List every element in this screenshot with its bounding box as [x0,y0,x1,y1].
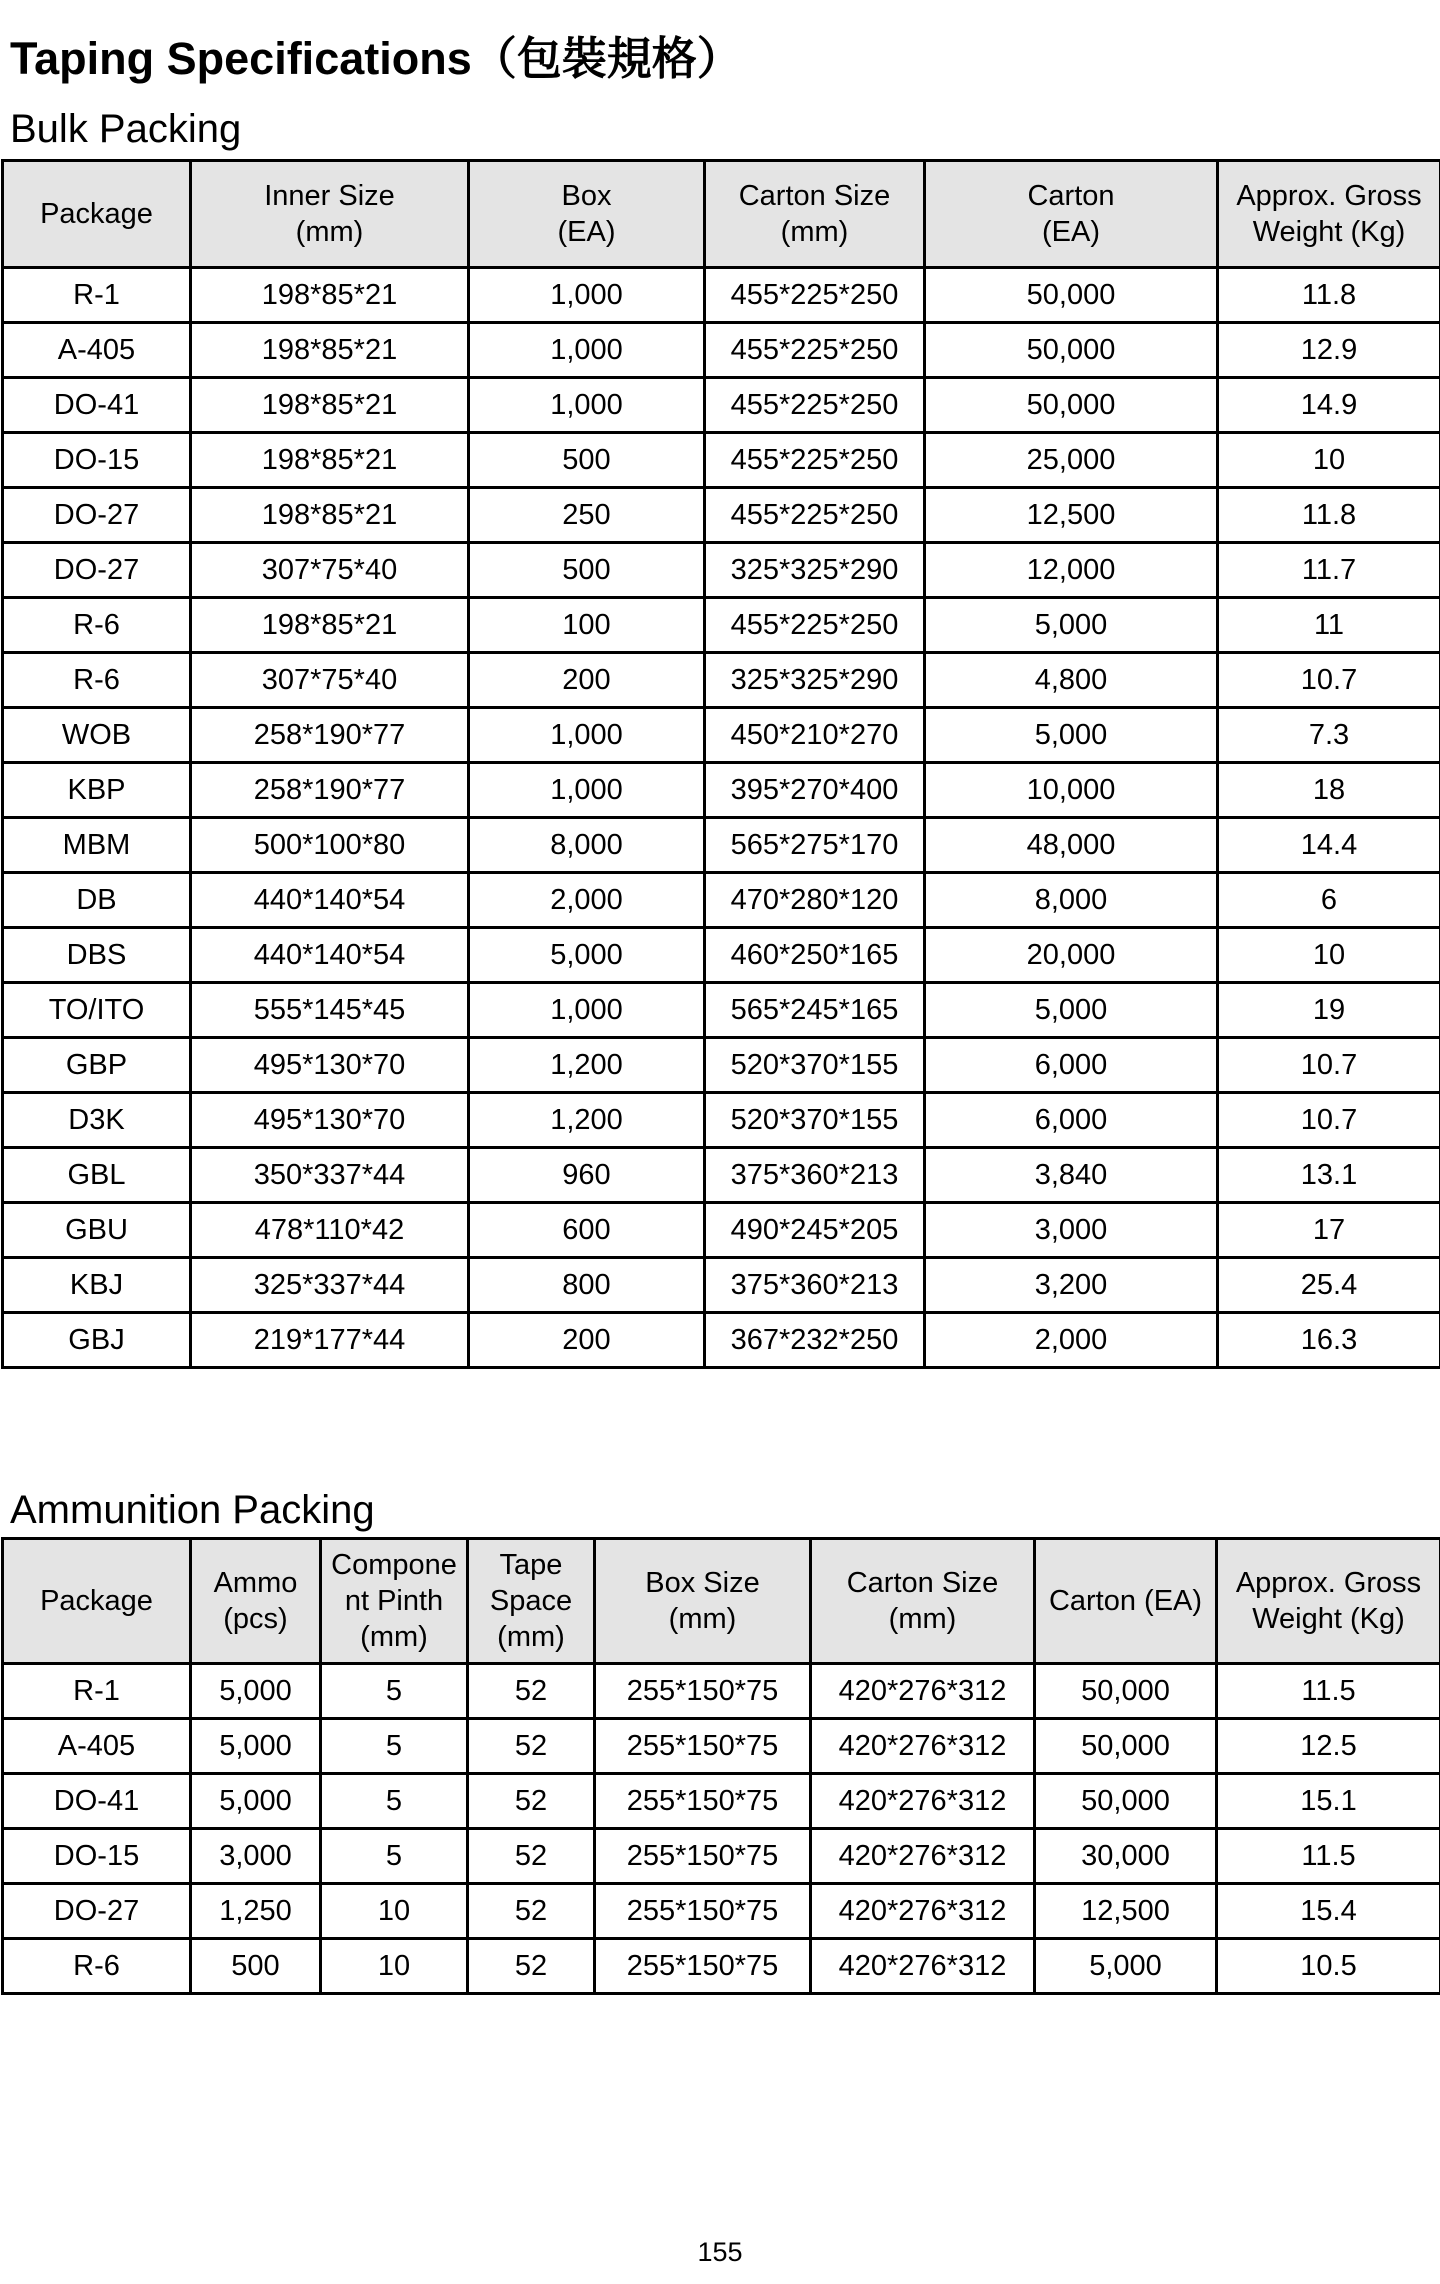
table-cell: 455*225*250 [705,268,925,323]
table-cell: 20,000 [925,928,1218,983]
table-cell: 10.7 [1218,1093,1440,1148]
table-row [3,708,1440,763]
table-cell: 455*225*250 [705,323,925,378]
table-cell: 5 [321,1829,468,1884]
table-row [3,488,1440,543]
table-cell: 520*370*155 [705,1038,925,1093]
ammunition-packing-title: Ammunition Packing [10,1488,375,1532]
table-row [3,983,1440,1038]
table-cell: 50,000 [925,323,1218,378]
table-cell: 200 [469,653,705,708]
table-cell: 52 [468,1664,595,1719]
table-cell: GBL [3,1148,191,1203]
table-cell: 6 [1218,873,1440,928]
table-cell: 5 [321,1774,468,1829]
table-cell: 25,000 [925,433,1218,488]
bulk-packing-title: Bulk Packing [10,107,242,151]
column-header: Approx. Gross Weight (Kg) [1218,161,1440,268]
table-cell: 420*276*312 [811,1884,1035,1939]
table-cell: 1,000 [469,708,705,763]
table-cell: 1,000 [469,268,705,323]
table-cell: 10 [321,1939,468,1994]
table-cell: 455*225*250 [705,488,925,543]
column-header: Ammo (pcs) [191,1539,321,1664]
table-row [3,1774,1440,1829]
column-header: Carton Size (mm) [705,161,925,268]
table-cell: 10.5 [1217,1939,1440,1994]
table-cell: 19 [1218,983,1440,1038]
table-cell: 420*276*312 [811,1664,1035,1719]
column-header: Carton (EA) [1035,1539,1217,1664]
table-cell: 455*225*250 [705,598,925,653]
table-cell: 5,000 [925,598,1218,653]
table-cell: 198*85*21 [191,433,469,488]
table-cell: 440*140*54 [191,873,469,928]
table-cell: DB [3,873,191,928]
table-cell: 5,000 [469,928,705,983]
table-row [3,598,1440,653]
table-cell: R-6 [3,1939,191,1994]
table-cell: GBU [3,1203,191,1258]
table-row [3,1093,1440,1148]
table-row [3,873,1440,928]
table-row [3,433,1440,488]
table-cell: 420*276*312 [811,1939,1035,1994]
table-cell: 565*245*165 [705,983,925,1038]
table-cell: 50,000 [1035,1664,1217,1719]
table-cell: 12,500 [1035,1884,1217,1939]
table-cell: 5 [321,1719,468,1774]
table-cell: 12.5 [1217,1719,1440,1774]
table-cell: 258*190*77 [191,763,469,818]
table-cell: 5,000 [191,1774,321,1829]
table-cell: 14.4 [1218,818,1440,873]
table-cell: 50,000 [1035,1774,1217,1829]
table-row [3,1148,1440,1203]
table-cell: 520*370*155 [705,1093,925,1148]
table-cell: 2,000 [469,873,705,928]
page-number: 155 [697,2237,743,2267]
table-cell: R-6 [3,598,191,653]
table-cell: 420*276*312 [811,1719,1035,1774]
table-cell: 800 [469,1258,705,1313]
table-cell: 219*177*44 [191,1313,469,1368]
table-cell: 25.4 [1218,1258,1440,1313]
table-header-row [3,1539,1440,1664]
table-cell: 50,000 [1035,1719,1217,1774]
column-header: Tape Space (mm) [468,1539,595,1664]
table-cell: 6,000 [925,1038,1218,1093]
table-cell: 450*210*270 [705,708,925,763]
table-cell: 50,000 [925,268,1218,323]
table-cell: KBP [3,763,191,818]
table-cell: 1,000 [469,983,705,1038]
table-cell: 375*360*213 [705,1148,925,1203]
table-cell: DO-27 [3,1884,191,1939]
table-cell: 7.3 [1218,708,1440,763]
table-cell: 5,000 [1035,1939,1217,1994]
table-row [3,653,1440,708]
table-cell: 6,000 [925,1093,1218,1148]
column-header: Package [3,161,191,268]
table-cell: 11.8 [1218,268,1440,323]
table-cell: 375*360*213 [705,1258,925,1313]
table-cell: 455*225*250 [705,433,925,488]
table-cell: 367*232*250 [705,1313,925,1368]
table-row [3,1313,1440,1368]
table-cell: 420*276*312 [811,1829,1035,1884]
table-cell: KBJ [3,1258,191,1313]
table-cell: 11 [1218,598,1440,653]
table-row [3,378,1440,433]
table-cell: 3,200 [925,1258,1218,1313]
table-cell: GBJ [3,1313,191,1368]
column-header: Carton Size (mm) [811,1539,1035,1664]
table-row [3,928,1440,983]
table-cell: 3,000 [925,1203,1218,1258]
column-header: Box Size (mm) [595,1539,811,1664]
table-cell: 100 [469,598,705,653]
table-cell: R-1 [3,268,191,323]
table-cell: 10 [1218,928,1440,983]
table-cell: 255*150*75 [595,1939,811,1994]
table-cell: 16.3 [1218,1313,1440,1368]
table-cell: 1,000 [469,323,705,378]
table-cell: 1,250 [191,1884,321,1939]
table-cell: 255*150*75 [595,1829,811,1884]
table-cell: 478*110*42 [191,1203,469,1258]
table-cell: 255*150*75 [595,1884,811,1939]
table-cell: R-1 [3,1664,191,1719]
table-cell: 250 [469,488,705,543]
table-cell: GBP [3,1038,191,1093]
table-cell: 500 [469,543,705,598]
table-cell: 198*85*21 [191,488,469,543]
table-cell: 52 [468,1829,595,1884]
table-cell: 11.8 [1218,488,1440,543]
table-cell: 48,000 [925,818,1218,873]
table-cell: 395*270*400 [705,763,925,818]
table-cell: 198*85*21 [191,268,469,323]
table-cell: 11.5 [1217,1829,1440,1884]
table-row [3,1829,1440,1884]
table-cell: 325*337*44 [191,1258,469,1313]
table-cell: D3K [3,1093,191,1148]
table-cell: DO-27 [3,543,191,598]
page-title: Taping Specifications（包裝規格） [10,33,742,84]
table-cell: 420*276*312 [811,1774,1035,1829]
table-cell: 17 [1218,1203,1440,1258]
column-header: Compone nt Pinth (mm) [321,1539,468,1664]
table-cell: 12,000 [925,543,1218,598]
table-cell: 15.4 [1217,1884,1440,1939]
table-cell: 198*85*21 [191,323,469,378]
column-header: Approx. Gross Weight (Kg) [1217,1539,1440,1664]
table-cell: 565*275*170 [705,818,925,873]
table-cell: 500*100*80 [191,818,469,873]
column-header: Package [3,1539,191,1664]
table-cell: A-405 [3,323,191,378]
table-cell: 460*250*165 [705,928,925,983]
table-cell: 5,000 [191,1719,321,1774]
table-cell: 18 [1218,763,1440,818]
table-row [3,268,1440,323]
table-cell: DO-15 [3,1829,191,1884]
table-cell: MBM [3,818,191,873]
table-cell: 1,000 [469,763,705,818]
table-row [3,1664,1440,1719]
table-row [3,818,1440,873]
table-cell: 5,000 [191,1664,321,1719]
table-cell: 255*150*75 [595,1719,811,1774]
table-row [3,1719,1440,1774]
table-cell: 4,800 [925,653,1218,708]
column-header: Carton (EA) [925,161,1218,268]
column-header: Box (EA) [469,161,705,268]
table-row [3,1884,1440,1939]
table-cell: 500 [191,1939,321,1994]
table-cell: 495*130*70 [191,1038,469,1093]
table-cell: 8,000 [925,873,1218,928]
table-header-row [3,161,1440,268]
table-cell: 52 [468,1719,595,1774]
table-cell: 555*145*45 [191,983,469,1038]
table-cell: 12.9 [1218,323,1440,378]
table-cell: 52 [468,1939,595,1994]
table-cell: 307*75*40 [191,653,469,708]
table-cell: 30,000 [1035,1829,1217,1884]
table-cell: 200 [469,1313,705,1368]
table-cell: DO-15 [3,433,191,488]
table-cell: TO/ITO [3,983,191,1038]
table-cell: 3,840 [925,1148,1218,1203]
table-cell: 440*140*54 [191,928,469,983]
table-cell: 11.7 [1218,543,1440,598]
table-cell: 495*130*70 [191,1093,469,1148]
table-cell: 258*190*77 [191,708,469,763]
table-cell: 255*150*75 [595,1774,811,1829]
table-cell: 5,000 [925,708,1218,763]
table-cell: 307*75*40 [191,543,469,598]
table-cell: 11.5 [1217,1664,1440,1719]
table-cell: 15.1 [1217,1774,1440,1829]
table-cell: 600 [469,1203,705,1258]
table-cell: 325*325*290 [705,653,925,708]
table-cell: 960 [469,1148,705,1203]
table-cell: 5 [321,1664,468,1719]
table-cell: 52 [468,1884,595,1939]
table-cell: 10.7 [1218,1038,1440,1093]
table-cell: A-405 [3,1719,191,1774]
table-cell: 470*280*120 [705,873,925,928]
table-cell: 14.9 [1218,378,1440,433]
table-cell: 10 [321,1884,468,1939]
table-cell: WOB [3,708,191,763]
table-cell: 1,200 [469,1038,705,1093]
bulk-packing-table [1,159,1440,1369]
table-cell: 13.1 [1218,1148,1440,1203]
table-cell: 8,000 [469,818,705,873]
table-cell: 52 [468,1774,595,1829]
table-row [3,543,1440,598]
table-cell: DO-27 [3,488,191,543]
table-row [3,323,1440,378]
table-row [3,1258,1440,1313]
table-cell: DO-41 [3,378,191,433]
table-row [3,1939,1440,1994]
table-cell: 198*85*21 [191,378,469,433]
table-row [3,1203,1440,1258]
table-cell: 1,000 [469,378,705,433]
column-header: Inner Size (mm) [191,161,469,268]
table-cell: 2,000 [925,1313,1218,1368]
ammunition-packing-table [1,1537,1440,1995]
table-cell: DO-41 [3,1774,191,1829]
table-cell: 1,200 [469,1093,705,1148]
table-cell: 325*325*290 [705,543,925,598]
table-cell: 5,000 [925,983,1218,1038]
table-cell: 500 [469,433,705,488]
table-cell: 3,000 [191,1829,321,1884]
table-cell: 10.7 [1218,653,1440,708]
table-cell: 490*245*205 [705,1203,925,1258]
table-cell: R-6 [3,653,191,708]
table-cell: 455*225*250 [705,378,925,433]
table-cell: DBS [3,928,191,983]
table-cell: 255*150*75 [595,1664,811,1719]
table-cell: 12,500 [925,488,1218,543]
table-cell: 50,000 [925,378,1218,433]
table-cell: 10 [1218,433,1440,488]
table-cell: 10,000 [925,763,1218,818]
table-cell: 198*85*21 [191,598,469,653]
table-cell: 350*337*44 [191,1148,469,1203]
table-row [3,1038,1440,1093]
table-row [3,763,1440,818]
